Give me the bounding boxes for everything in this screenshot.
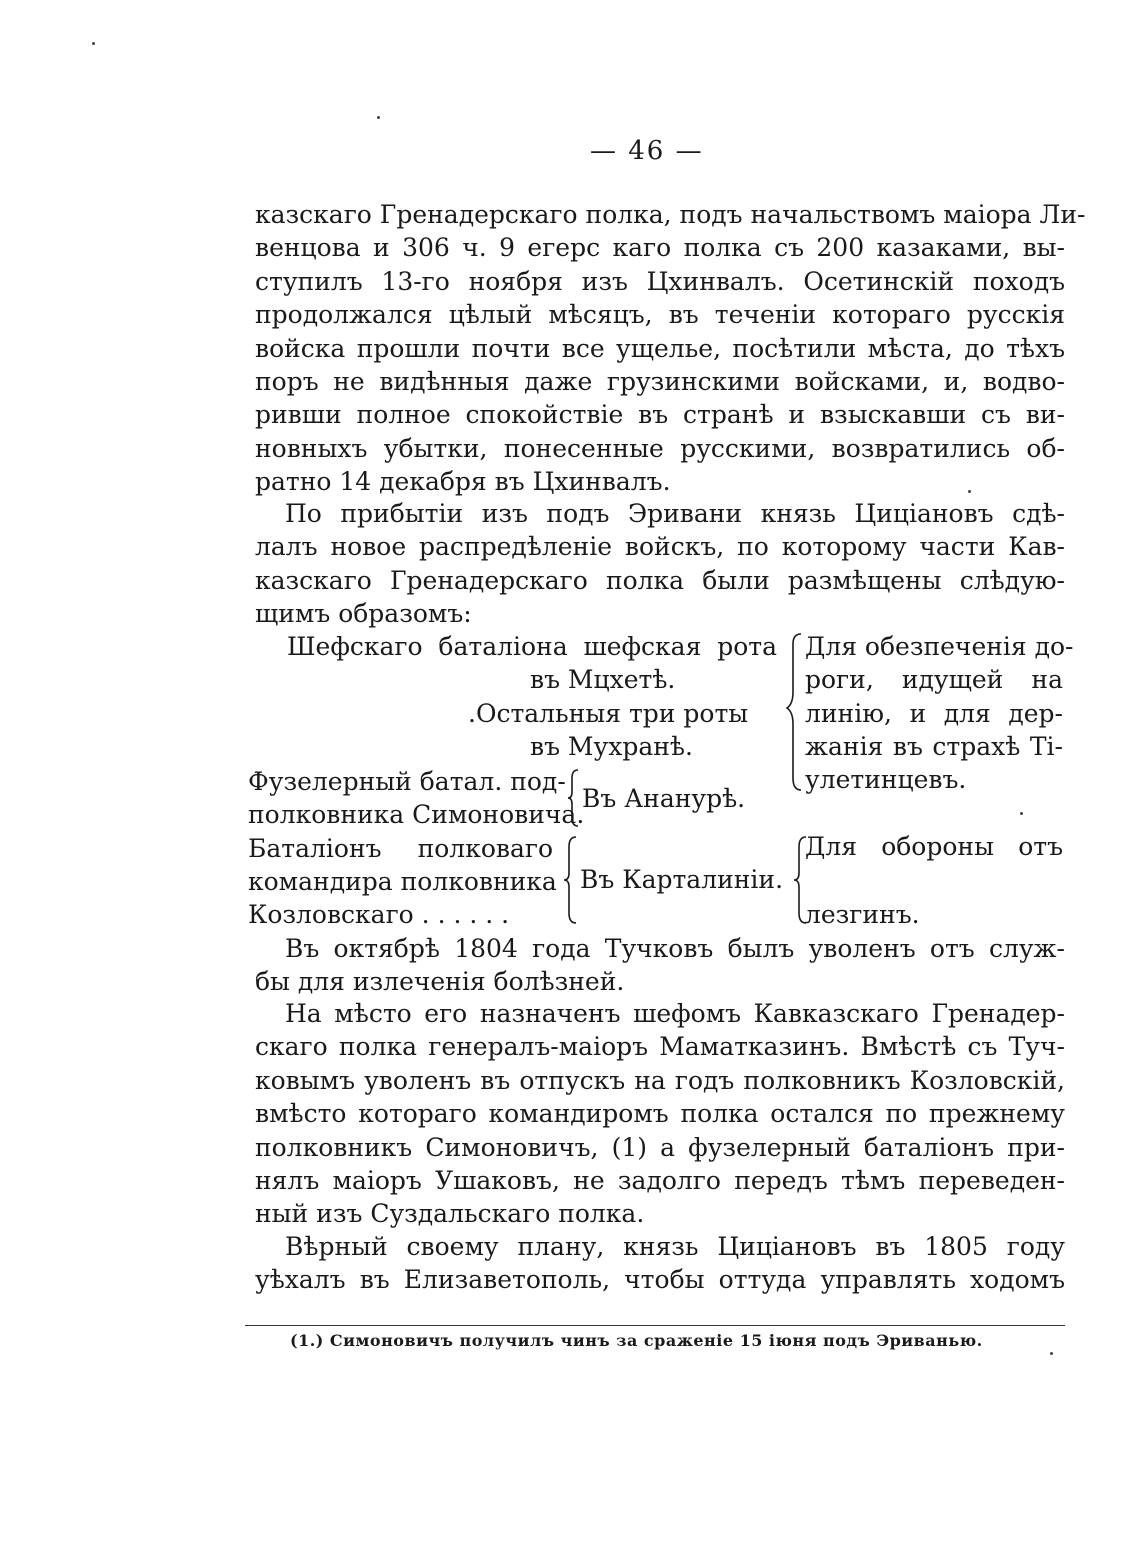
paragraph-2 (255, 497, 1065, 631)
table-row2-left-line: полковника Симоновича. (248, 800, 585, 829)
text-line: войска прошли почти все ущелье, посѣтили мѣста, до тѣхъ (255, 333, 1065, 363)
page-number: — 46 — (590, 136, 704, 166)
paragraph-4 (255, 997, 1065, 1231)
table-row2-middle: Въ Ананурѣ. (582, 784, 746, 813)
text-line: нялъ маiоръ Ушаковъ, не задолго передъ тѣмъ переведен- (255, 1166, 1065, 1196)
table-row1-left-line: .Остальныя три роты (468, 699, 749, 728)
table-row1-left-line: въ Мухранѣ. (530, 732, 693, 761)
text-line: На мѣсто его назначенъ шефомъ Кавказскаго Гренадер- (285, 999, 1065, 1028)
text-line: вмѣсто котораго командиромъ полка остался по прежнему (255, 1099, 1065, 1129)
scan-speck (1020, 812, 1023, 815)
scan-speck (968, 490, 971, 493)
brace-right-group1 (785, 632, 805, 792)
text-line: ривши полное спокойствiе въ странѣ и взыскавши съ ви- (255, 400, 1065, 430)
table-row1-right-line: роги, идущей на (805, 665, 1063, 694)
text-line: полковникъ Симоновичъ, (1) а фузелерный баталiонъ при- (255, 1132, 1065, 1162)
text-line: казскаго Гренадерскаго полка были размѣщены слѣдую- (255, 565, 1065, 595)
text-line: лалъ новое распредѣленiе войскъ, по которому части Кав- (255, 532, 1065, 562)
paragraph-3 (255, 932, 1065, 999)
table-row3-left-line: Козловскаго . . . . . . (248, 900, 510, 929)
brace-left-group2 (566, 768, 582, 828)
scan-speck (377, 116, 380, 119)
table-row3-left-line: Баталiонъ полковаго (248, 834, 553, 863)
text-line: ковымъ уволенъ въ отпускъ на годъ полковникъ Козловскiй, (255, 1065, 1065, 1095)
table-row3-right-line: лезгинъ. (805, 900, 920, 929)
paragraph-5 (255, 1230, 1065, 1297)
table-row1-left-line: Шефскаго баталiона шефская рота (287, 632, 777, 661)
text-line: венцова и 306 ч. 9 егерс каго полка съ 200 казаками, вы- (255, 233, 1065, 263)
table-row1-left-line: въ Мцхетѣ. (530, 665, 676, 694)
text-line: новныхъ убытки, понесенные русскими, возвратились об- (255, 433, 1065, 463)
table-row3-middle: Въ Карталинiи. (580, 865, 784, 894)
brace-left-group3 (562, 835, 580, 925)
text-line: щимъ образомъ: (255, 599, 472, 629)
text-line: продолжался цѣлый мѣсяцъ, въ теченiи котораго русскiя (255, 300, 1065, 330)
text-line: Въ октябрѣ 1804 года Тучковъ былъ уволенъ отъ служ- (285, 934, 1065, 963)
table-row3-right-line: Для обороны отъ (805, 832, 1063, 861)
text-line: ный изъ Суздальскаго полка. (255, 1199, 645, 1229)
footnote-divider (245, 1325, 1065, 1326)
text-line: уѣхалъ въ Елизаветополь, чтобы оттуда управлять ходомъ (255, 1265, 1065, 1295)
text-line: казскаго Гренадерскаго полка, подъ начальствомъ маiора Ли- (255, 200, 1086, 229)
text-line: бы для излеченiя болѣзней. (255, 967, 625, 997)
table-row1-right-line: линiю, и для дер- (805, 699, 1063, 728)
paragraph-1 (255, 198, 1086, 499)
text-line: поръ не видѣнныя даже грузинскими войсками, и, водво- (255, 367, 1065, 397)
table-row1-right-line: жанiя въ страхѣ Ті- (805, 732, 1063, 761)
text-line: ратно 14 декабря въ Цхинвалъ. (255, 467, 671, 497)
table-row1-right-line: Для обезпеченiя до- (805, 632, 1074, 661)
table-row1-right-line: улетинцевъ. (805, 765, 967, 794)
footnote: (1.) Симоновичъ получилъ чинъ за сраженiе 15 iюня подъ Эриванью. (290, 1331, 983, 1350)
scan-speck (92, 42, 95, 45)
table-row2-left-line: Фузелерный батал. под- (248, 767, 566, 796)
text-line: ступилъ 13-го ноября изъ Цхинвалъ. Осетинскiй походъ (255, 266, 1065, 296)
text-line: По прибытiи изъ подъ Эривани князь Цицiановъ сдѣ- (285, 499, 1065, 528)
text-line: Вѣрный своему плану, князь Цицiановъ въ 1805 году (285, 1232, 1065, 1261)
text-line: скаго полка генералъ-маiоръ Маматказинъ. Вмѣстѣ съ Туч- (255, 1032, 1065, 1062)
table-row3-left-line: командира полковника (248, 867, 557, 896)
scan-speck (1050, 1352, 1053, 1355)
